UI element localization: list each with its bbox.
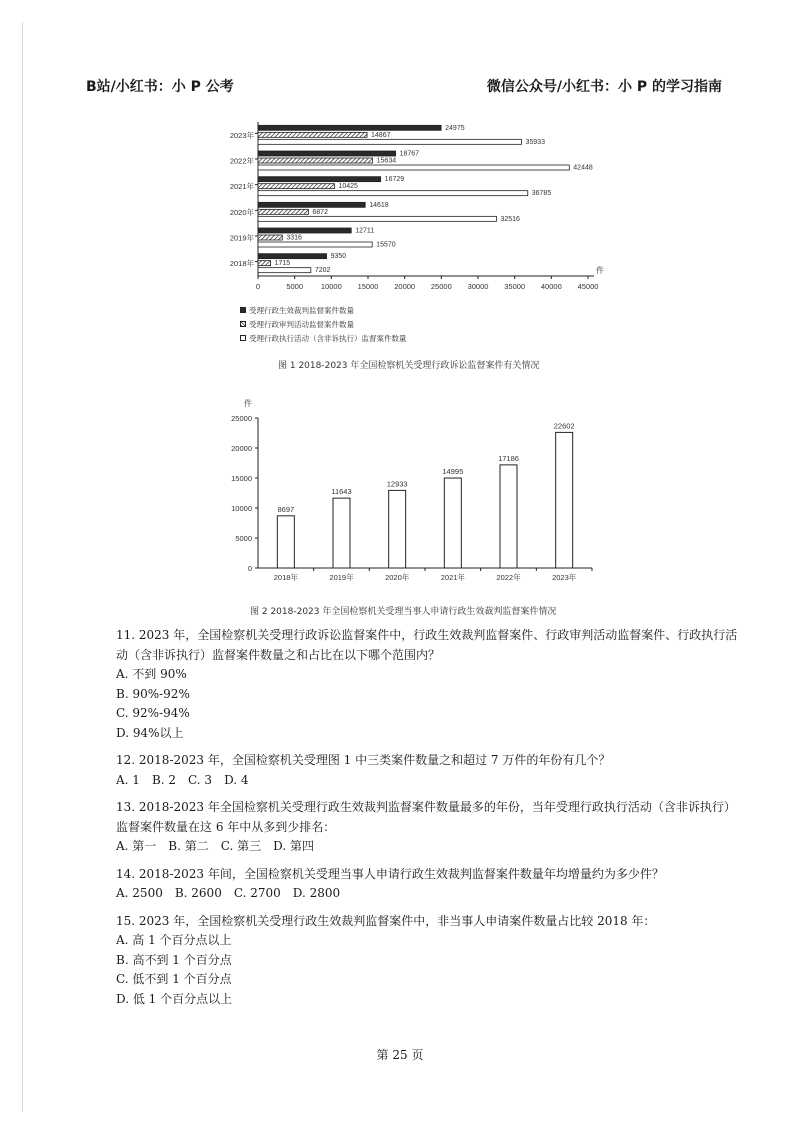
answer-option: D. 第四 [273, 839, 314, 853]
option-group [116, 931, 746, 1009]
bar-value-label: 15570 [376, 241, 396, 249]
bar-hatch [258, 158, 373, 163]
option-group [116, 884, 746, 904]
bar-hatch [258, 184, 334, 189]
y-tick-label: 15000 [231, 474, 252, 483]
answer-option: B. 高不到 1 个百分点 [116, 952, 232, 967]
figure-1-caption: 图 1 2018-2023 年全国检察机关受理行政诉讼监督案件有关情况 [278, 361, 540, 371]
category-label: 2022年 [229, 156, 254, 166]
header-right: 微信公众号/小红书：小 P 的学习指南 [486, 79, 722, 95]
category-label: 2019年 [229, 233, 254, 243]
question-stem: 14. 2018-2023 年间，全国检察机关受理当事人申请行政生效裁判监督案件数量年均增量约为多少件？ [116, 866, 664, 881]
answer-option: D. 4 [224, 772, 249, 787]
question-14 [116, 865, 746, 904]
bar-value-label: 15634 [376, 157, 397, 165]
answer-option: D. 2800 [292, 886, 341, 900]
bar-value-label: 36785 [531, 190, 552, 198]
question-stem: 12. 2018-2023 年，全国检察机关受理图 1 中三类案件数量之和超过 7 万件的年份有几个？ [116, 753, 611, 767]
page-number: 第 25 页 [376, 1048, 424, 1062]
x-tick-label: 0 [255, 282, 261, 291]
bar-open [258, 216, 496, 221]
question-stem: 11. 2023 年，全国检察机关受理行政诉讼监督案件中，行政生效裁判监督案件、行政审判活动监督案件、行政执行活动（含非诉执行）监督案件数量之和占比在以下哪个范围内？ [116, 628, 738, 662]
bar-open [258, 139, 522, 144]
bar-hatch [258, 261, 271, 266]
question-15 [116, 912, 746, 1010]
bar [333, 498, 350, 568]
x-tick-label: 15000 [357, 282, 379, 291]
x-axis-unit: 件 [596, 266, 604, 275]
x-tick-label: 5000 [286, 282, 304, 291]
answer-option: B. 第二 [168, 839, 209, 853]
bar-value-label: 35933 [525, 138, 545, 146]
answer-option: D. 低 1 个百分点以上 [116, 991, 233, 1006]
y-tick-label: 0 [247, 564, 252, 573]
answer-option: A. 第一 [116, 839, 157, 853]
category-label: 2022年 [496, 573, 521, 582]
x-tick-label: 20000 [394, 282, 416, 291]
question-list [116, 626, 746, 1017]
answer-option: C. 第三 [220, 839, 262, 853]
answer-option: C. 低不到 1 个百分点 [116, 972, 232, 986]
category-label: 2023年 [229, 130, 254, 140]
y-tick-label: 25000 [231, 414, 252, 423]
bar-solid [258, 202, 365, 207]
category-label: 2021年 [229, 182, 254, 192]
bar-hatch [258, 235, 282, 240]
bar-value-label: 14995 [442, 467, 464, 477]
bar-open [258, 165, 569, 170]
legend-label: 受理行政审判活动监督案件数量 [249, 319, 354, 329]
legend-item [240, 303, 407, 317]
answer-option: B. 90%-92% [116, 686, 190, 701]
bar [444, 478, 461, 568]
bar-open [258, 242, 372, 247]
answer-option: B. 2 [151, 772, 177, 787]
bar-value-label: 22602 [553, 421, 575, 431]
bar-open [258, 268, 311, 273]
bar-value-label: 24975 [445, 124, 465, 132]
category-label: 2020年 [229, 207, 254, 217]
category-label: 2018年 [229, 259, 254, 269]
y-tick-label: 10000 [231, 504, 252, 513]
answer-option: A. 1 [116, 772, 140, 787]
bar-solid [258, 125, 441, 130]
bar-solid [258, 228, 351, 233]
bar-value-label: 18767 [399, 150, 420, 158]
x-tick-label: 25000 [430, 282, 452, 291]
bar-value-label: 1715 [274, 260, 291, 268]
bar-value-label: 12711 [355, 227, 375, 235]
bar-solid [258, 254, 327, 259]
bar-solid [258, 151, 396, 156]
bar-value-label: 17186 [498, 453, 519, 463]
bar [389, 490, 406, 568]
bar-value-label: 10425 [338, 183, 358, 191]
category-label: 2021年 [440, 573, 465, 582]
x-tick-label: 30000 [467, 282, 489, 291]
x-tick-label: 35000 [504, 282, 526, 291]
option-group [116, 665, 746, 743]
legend-item [240, 317, 407, 331]
bar [500, 465, 517, 568]
header-left: B站/小红书：小 P 公考 [86, 79, 234, 95]
category-label: 2023年 [552, 573, 577, 582]
option-group [116, 837, 746, 857]
x-tick-label: 45000 [577, 282, 599, 291]
legend-swatch [240, 321, 246, 327]
legend-item [240, 331, 407, 345]
figure-1-chart [0, 0, 800, 300]
question-11 [116, 626, 746, 743]
question-13 [116, 798, 746, 857]
figure-2-caption: 图 2 2018-2023 年全国检察机关受理当事人申请行政生效裁判监督案件情况 [250, 607, 557, 617]
bar-value-label: 16729 [384, 176, 405, 184]
figure-1-legend [240, 303, 407, 345]
bar-value-label: 42448 [573, 164, 593, 172]
answer-option: A. 高 1 个百分点以上 [116, 933, 232, 947]
x-tick-label: 40000 [540, 282, 562, 291]
category-label: 2018年 [273, 573, 298, 582]
legend-swatch [240, 307, 246, 313]
bar-value-label: 9350 [330, 253, 347, 261]
figure-2-chart [0, 390, 800, 600]
bar-value-label: 6872 [312, 208, 328, 216]
legend-label: 受理行政生效裁判监督案件数量 [249, 305, 354, 315]
bar-value-label: 32516 [500, 215, 520, 223]
bar-open [258, 191, 528, 196]
answer-option: B. 2600 [174, 886, 222, 900]
bar-value-label: 3316 [286, 234, 302, 242]
bar-solid [258, 177, 381, 182]
category-label: 2020年 [385, 573, 410, 582]
answer-option: C. 2700 [233, 886, 281, 900]
question-stem: 15. 2023 年，全国检察机关受理行政生效裁判监督案件中，非当事人申请案件数量占比较 2018 年： [116, 913, 656, 928]
bar [277, 516, 294, 568]
answer-option: A. 2500 [116, 886, 163, 900]
bar-value-label: 11643 [331, 487, 352, 497]
question-12 [116, 751, 746, 790]
bar-value-label: 14618 [369, 201, 389, 209]
legend-swatch [240, 335, 246, 341]
y-tick-label: 5000 [235, 534, 252, 543]
bar-value-label: 7202 [314, 267, 331, 275]
bar-hatch [258, 132, 367, 137]
x-tick-label: 10000 [320, 282, 342, 291]
answer-option: A. 不到 90% [116, 667, 187, 681]
bar-value-label: 14867 [371, 131, 391, 139]
answer-option: C. 3 [188, 772, 213, 787]
bar-hatch [258, 209, 308, 214]
answer-option: D. 94%以上 [116, 725, 184, 740]
bar [556, 432, 573, 568]
y-axis-unit: 件 [244, 399, 252, 408]
y-tick-label: 20000 [231, 444, 252, 453]
question-stem: 13. 2018-2023 年全国检察机关受理行政生效裁判监督案件数量最多的年份，当年受理行政执行活动（含非诉执行）监督案件数量在这 6 年中从多到少排名： [116, 800, 736, 834]
category-label: 2019年 [329, 573, 354, 582]
bar-value-label: 8697 [277, 504, 295, 514]
legend-label: 受理行政执行活动（含非诉执行）监督案件数量 [249, 333, 407, 343]
bar-value-label: 12933 [386, 479, 408, 489]
option-group [116, 771, 746, 791]
answer-option: C. 92%-94% [116, 706, 190, 720]
